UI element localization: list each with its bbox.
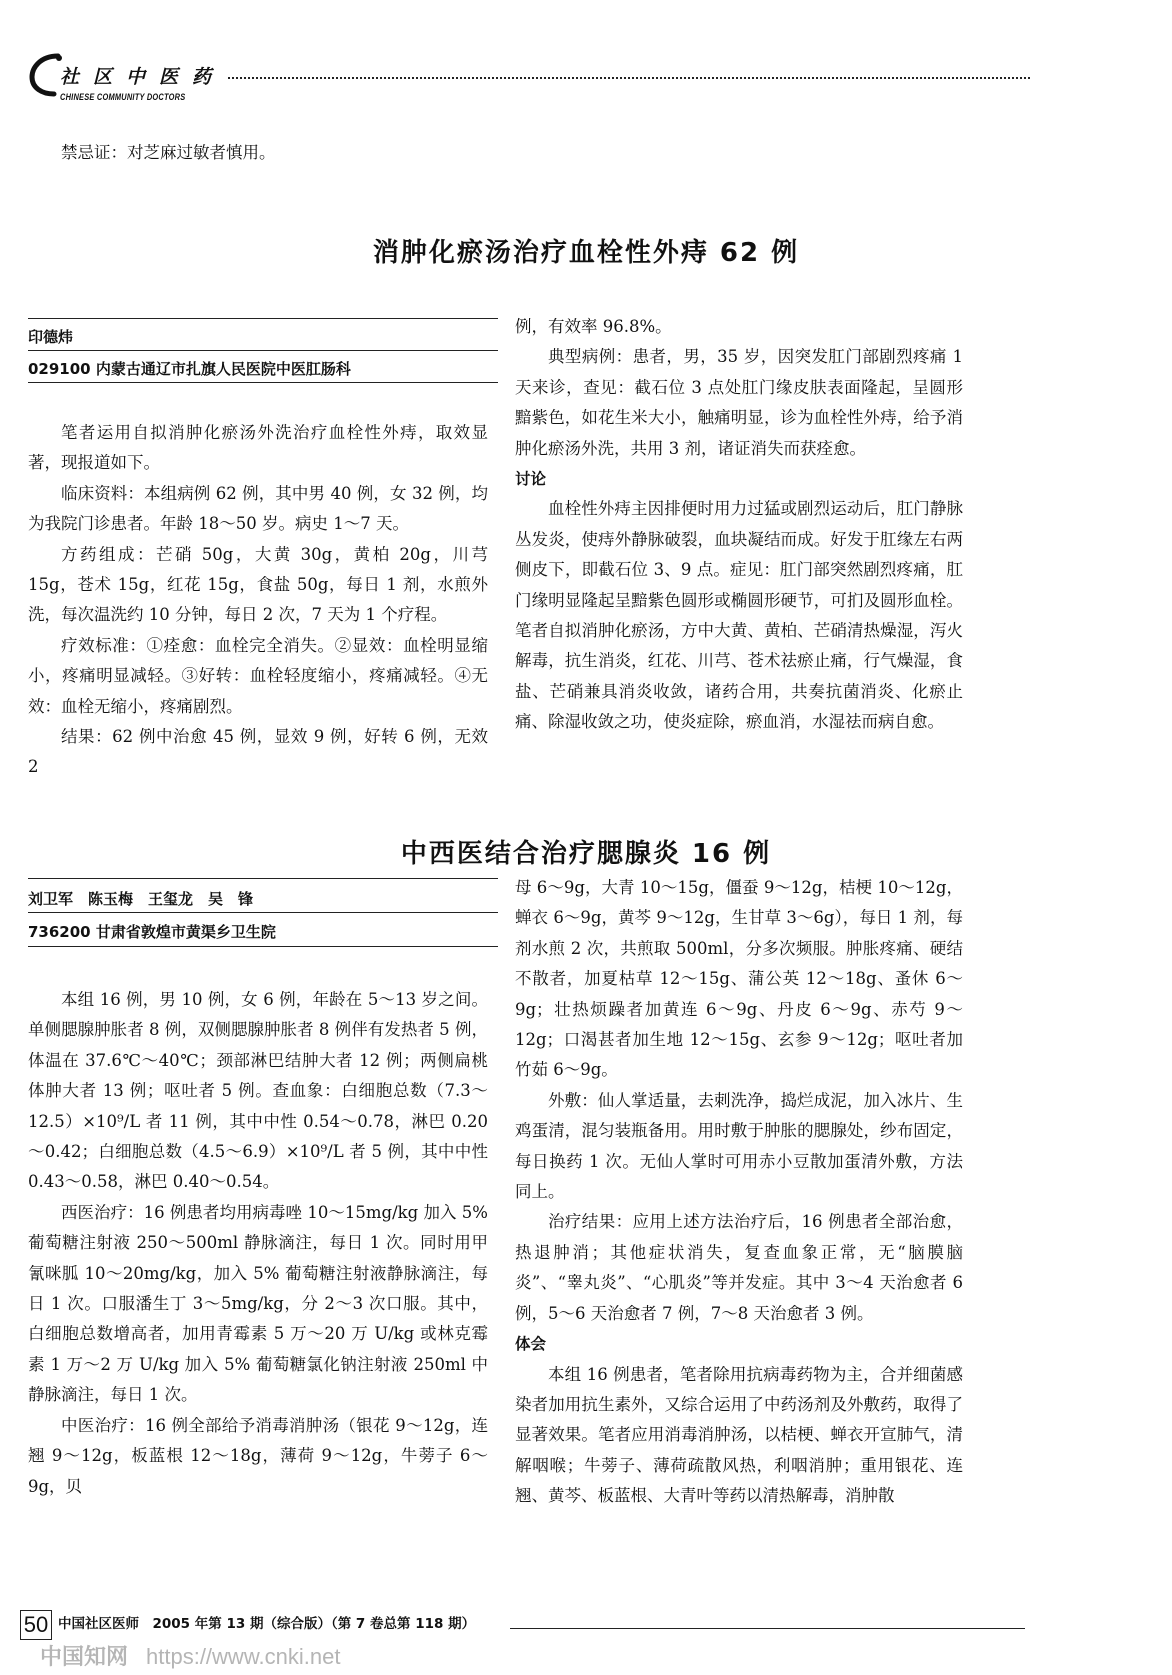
article2-authors: 刘卫军 陈玉梅 王玺龙 吴 锋 [28,890,254,908]
article1-left-column [28,418,488,783]
article2-para-2: 西医治疗：16 例患者均用病毒唑 10～15mg/kg 加入 5% 葡萄糖注射液 250～500ml 静脉滴注，每日 1 次。同时用甲氰咪胍 10～20mg/kg，加入 5% 葡萄糖注射液静脉滴注，每日 1 次。口服潘生丁 3～5mg/kg，分 2～3 次口服。其中，白细胞总数增高者，加用青霉素 5 万～20 万 U/kg 或林克霉素 1 万～2 万 U/kg 加入 5% 葡萄糖氯化钠注射液 250ml 中静脉滴注，每日 1 次。 [28,1202,488,1405]
article1-para-3: 方药组成：芒硝 50g，大黄 30g，黄柏 20g，川芎 15g，苍术 15g，红花 15g，食盐 50g，每日 1 剂，水煎外洗，每次温洗约 10 分钟，每日 2 次，7 天为 1 个疗程。 [28,544,488,625]
watermark-site: 中国知网 [40,1645,129,1670]
article1-rule-bottom [28,382,498,383]
article1-rule-top [28,318,498,319]
journal-title-cn: 社区中医药 [60,66,226,88]
article1-para-5: 结果：62 例中治愈 45 例，显效 9 例，好转 6 例，无效 2 [28,727,488,777]
article1-para-2: 临床资料：本组病例 62 例，其中男 40 例，女 32 例，均为我院门诊患者。年龄 18～50 岁。病史 1～7 天。 [28,483,488,534]
intro-line: 禁忌证：对芝麻过敏者慎用。 [61,143,276,162]
article2-para-1: 本组 16 例，男 10 例，女 6 例，年龄在 5～13 岁之间。单侧腮腺肿胀者 8 例，双侧腮腺肿胀者 8 例伴有发热者 5 例，体温在 37.6℃～40℃；颈部淋巴结肿大者 12 例；两侧扁桃体肿大者 13 例；呕吐者 5 例。查血象：白细胞总数（7.3～12.5）×10⁹/L 者 11 例，其中中性 0.54～0.78，淋巴 0.20～0.42；白细胞总数（4.5～6.9）×10⁹/L 者 5 例，其中中性 0.43～0.58，淋巴 0.40～0.54。 [28,990,488,1192]
article1-title: 消肿化瘀汤治疗血栓性外痔 62 例 [372,238,800,268]
article2-experience: 本组 16 例患者，笔者除用抗病毒药物为主，合并细菌感染者加用抗生素外，又综合运用了中药汤剂及外敷药，取得了显著效果。笔者应用消毒消肿汤，以桔梗、蝉衣开宣肺气，清解咽喉；牛蒡子、薄荷疏散风热，利咽消肿；重用银花、连翘、黄芩、板蓝根、大青叶等药以清热解毒，消肿散 [515,1364,963,1506]
article2-results: 治疗结果：应用上述方法治疗后，16 例患者全部治愈，热退肿消；其他症状消失，复查血象正常，无“脑膜脑炎”、“睾丸炎”、“心肌炎”等并发症。其中 3～4 天治愈者 6 例，5～6 天治愈者 7 例，7～8 天治愈者 3 例。 [515,1212,963,1323]
article2-rule-top [28,878,498,879]
journal-title-en: CHINESE COMMUNITY DOCTORS [60,92,186,103]
article1-right-column [515,312,963,738]
article2-formula-continued: 母 6～9g，大青 10～15g，僵蚕 9～12g，桔梗 10～12g，蝉衣 6～9g，黄芩 9～12g，生甘草 3～6g），每日 1 剂，每剂水煎 2 次，共煎取 500ml，分多次频服。肿胀疼痛、硬结不散者，加夏枯草 12～15g、蒲公英 12～18g、蚤休 6～9g；壮热烦躁者加黄连 6～9g、丹皮 6～9g、赤芍 9～12g；口渴甚者加生地 12～15g、玄参 9～12g；呕吐者加竹茹 6～9g。 [515,878,963,1080]
watermark [40,1640,340,1671]
article2-experience-heading: 体会 [515,1335,547,1354]
article1-rule-mid [28,350,498,351]
article1-affiliation: 029100 内蒙古通辽市扎旗人民医院中医肛肠科 [28,360,351,378]
footer-citation: 中国社区医师 2005 年第 13 期（综合版）（第 7 卷总第 118 期） [58,1616,476,1632]
article1-author: 印德炜 [28,328,74,346]
header-rule [228,77,1030,79]
article2-left-column [28,985,488,1502]
article1-discussion: 血栓性外痔主因排便时用力过猛或剧烈运动后，肛门静脉丛发炎，使痔外静脉破裂，血块凝结而成。好发于肛缘左右两侧皮下，即截石位 3、9 点。症见：肛门部突然剧烈疼痛，肛门缘明显隆起呈黯紫色圆形或椭圆形硬节，可扪及圆形血栓。笔者自拟消肿化瘀汤，方中大黄、黄柏、芒硝清热燥湿，泻火解毒，抗生消炎，红花、川芎、苍术祛瘀止痛，行气燥湿，食盐、芒硝兼具消炎收敛，诸药合用，共奏抗菌消炎、化瘀止痛、除湿收敛之功，使炎症除，瘀血消，水湿祛而病自愈。 [515,499,963,732]
article1-case: 典型病例：患者，男，35 岁，因突发肛门部剧烈疼痛 1 天来诊，查见：截石位 3 点处肛门缘皮肤表面隆起，呈圆形黯紫色，如花生米大小，触痛明显，诊为血栓性外痔，给予消肿化瘀汤外洗，共用 3 剂，诸证消失而获痊愈。 [515,347,963,458]
page-number: 50 [20,1610,52,1640]
article2-para-3: 中医治疗：16 例全部给予消毒消肿汤（银花 9～12g，连翘 9～12g，板蓝根 12～18g，薄荷 9～12g，牛蒡子 6～9g，贝 [28,1415,488,1496]
watermark-url[interactable]: https://www.cnki.net [146,1644,341,1669]
footer-rule [510,1628,1025,1629]
article2-rule-bottom [28,946,498,947]
article2-rule-mid [28,912,498,913]
article2-right-column [515,873,963,1512]
article1-para-1: 笔者运用自拟消肿化瘀汤外洗治疗血栓性外痔，取效显著，现报道如下。 [28,423,488,473]
article1-para-4: 疗效标准：①痊愈：血栓完全消失。②显效：血栓明显缩小，疼痛明显减轻。③好转：血栓轻度缩小，疼痛减轻。④无效：血栓无缩小，疼痛剧烈。 [28,635,488,716]
article2-affiliation: 736200 甘肃省敦煌市黄渠乡卫生院 [28,923,276,941]
article2-title: 中西医结合治疗腮腺炎 16 例 [400,839,772,869]
article1-result-continued: 例，有效率 96.8%。 [515,317,672,336]
article2-external: 外敷：仙人掌适量，去刺洗净，捣烂成泥，加入冰片、生鸡蛋清，混匀装瓶备用。用时敷于肿胀的腮腺处，纱布固定，每日换药 1 次。无仙人掌时可用赤小豆散加蛋清外敷，方法同上。 [515,1090,963,1202]
article1-discussion-heading: 讨论 [515,470,547,489]
